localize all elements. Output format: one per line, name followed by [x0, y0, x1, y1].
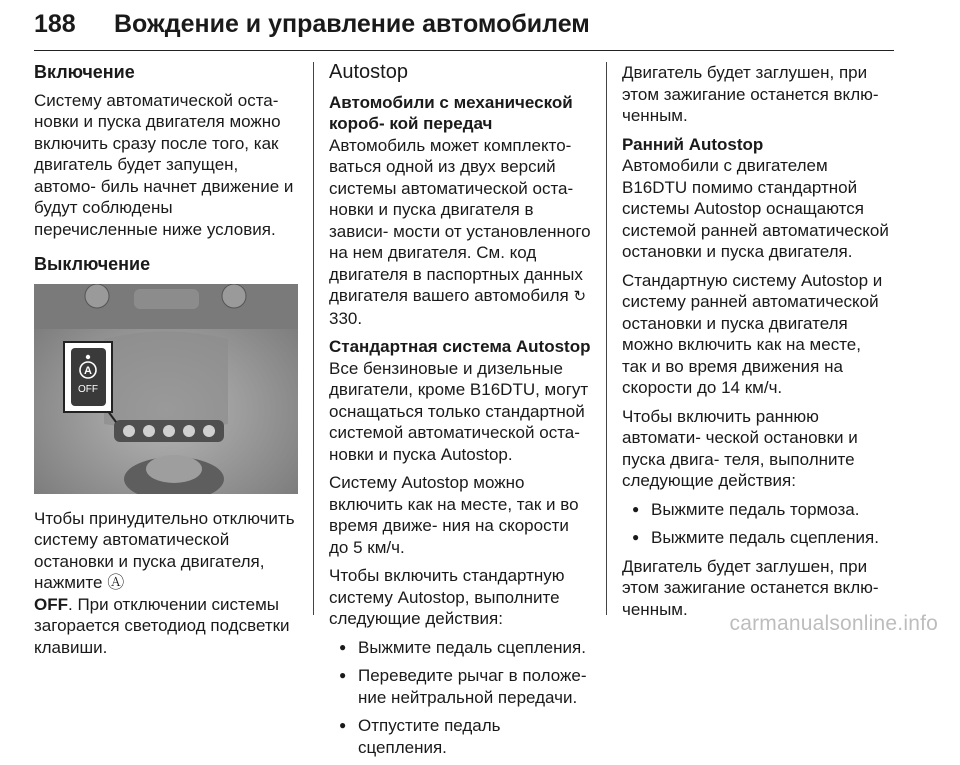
autostop-button-icon: Ⓐ — [107, 573, 125, 592]
paragraph-enable: Систему Autostop можно включить как на месте, так и во время движе- ния на скорости до 5 км/ч. — [329, 473, 579, 557]
list-item: ● Выжмите педаль сцепления. — [329, 637, 591, 659]
paragraph-early-3: Чтобы включить раннюю автомати- ческой остановки и пуска двига- теля, выполните следующие действия: — [622, 406, 858, 490]
paragraph-steps-intro: Чтобы включить стандартную систему Autostop, выполните следующие действия: — [329, 566, 565, 628]
steps-list — [329, 637, 591, 759]
list-item: ● Отпустите педаль сцепления. — [329, 715, 591, 758]
page-reference[interactable]: 330. — [329, 308, 363, 328]
paragraph-off: Чтобы принудительно отключить систему автоматической остановки и пуска двигателя, нажмите Ⓐ OFF. При отключении системы загорается светодиод подсветки клавиши. — [34, 508, 295, 657]
list-item: ● Выжмите педаль сцепления. — [622, 527, 890, 549]
page-title: Вождение и управление автомобилем — [114, 10, 590, 38]
paragraph-on: Систему автоматической оста- новки и пуска двигателя можно включить сразу после того, как двигатель будет запущен, автомо- биль начнет движение и будут соблюдены перечисленные ниже условия. — [34, 90, 294, 239]
column-2 — [329, 62, 591, 765]
list-item: ● Выжмите педаль тормоза. — [622, 499, 890, 521]
heading-autostop: Autostop — [329, 61, 408, 83]
list-item: ● Переведите рычаг в положе- ние нейтральной передачи. — [329, 665, 591, 708]
paragraph-result: Двигатель будет заглушен, при этом зажигание останется вклю- ченным. — [622, 63, 879, 125]
paragraph-early-2: Стандартную систему Autostop и систему ранней автоматической остановки и пуска двигателя можно включить как на месте, так и во время движения на скорости до 14 км/ч. — [622, 270, 883, 397]
watermark: carmanualsonline.info — [729, 612, 938, 635]
page-header — [34, 6, 894, 51]
column-divider — [606, 62, 607, 615]
heading-standard-system: Стандартная система Autostop — [329, 337, 591, 356]
photo-off-label: OFF — [78, 383, 98, 395]
photo-letter-a: A — [84, 364, 92, 377]
column-1 — [34, 62, 298, 665]
paragraph-early-1: Автомобили с двигателем B16DTU помимо стандартной системы Autostop оснащаются системой ранней автоматической остановки и пуска двигателя. — [622, 156, 889, 261]
paragraph-standard: Все бензиновые и дизельные двигатели, кроме B16DTU, могут оснащаться только стандартной системой автоматической оста- новки и пуска Autostop. — [329, 358, 589, 464]
page-number: 188 — [34, 10, 76, 38]
paragraph-manual: Автомобиль может комплекто- ваться одной из двух версий системы автоматической оста- новки и пуска двигателя в зависи- мости от установленного на нем двигателя. См. код двигателя в паспортных данных двигателя вашего автомобиля ↻ 330. — [329, 135, 591, 328]
autostop-button-photo — [34, 284, 298, 494]
heading-on: Включение — [34, 62, 135, 82]
off-button-label: OFF — [34, 594, 68, 614]
paragraph-result-2: Двигатель будет заглушен, при этом зажигание останется вклю- ченным. — [622, 556, 879, 619]
heading-off: Выключение — [34, 254, 151, 274]
column-3 — [622, 62, 890, 627]
page-reference-icon: ↻ — [573, 288, 587, 305]
heading-early-autostop: Ранний Autostop — [622, 134, 764, 154]
heading-manual-transmission: Автомобили с механической короб- кой передач — [329, 92, 573, 133]
column-divider — [313, 62, 314, 615]
steps-list — [622, 499, 890, 549]
